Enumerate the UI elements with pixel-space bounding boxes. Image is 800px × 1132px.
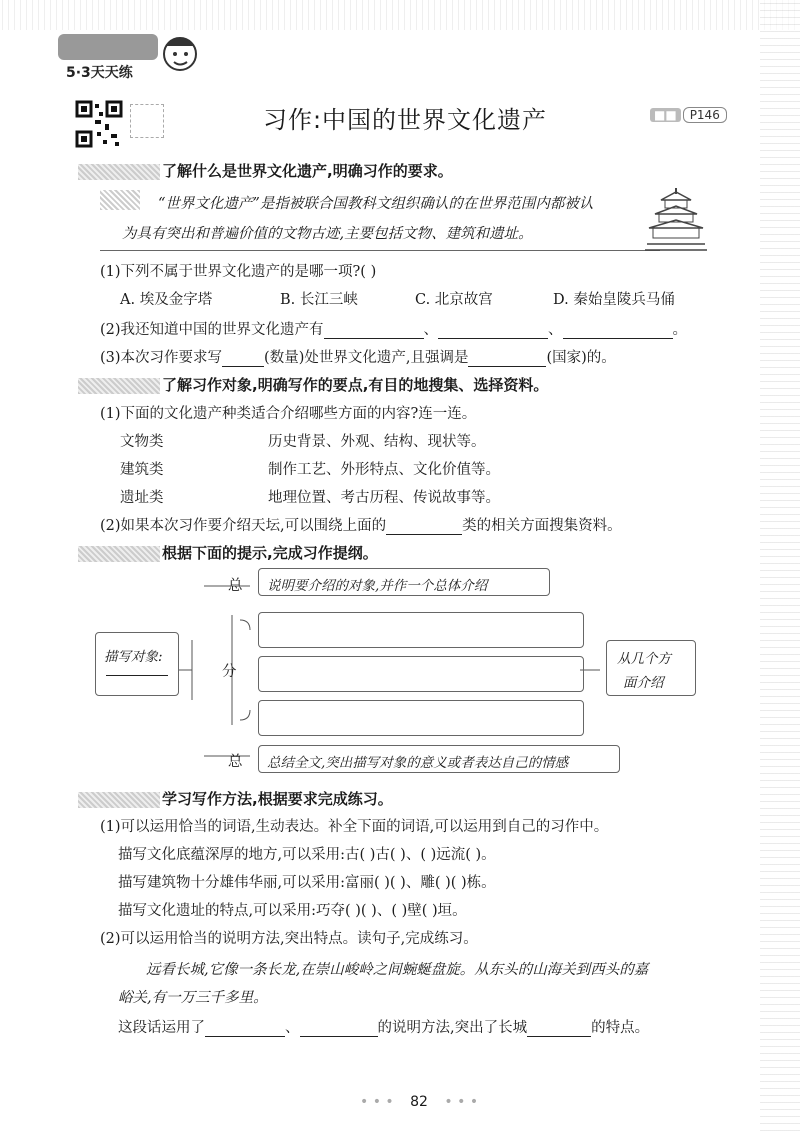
outline-side-line-2: 面介绍	[623, 675, 664, 691]
s1-option-c[interactable]: C. 北京故宫	[415, 292, 493, 308]
s4-q3-blank-2[interactable]	[300, 1036, 378, 1037]
info-line-2: 为具有突出和普遍价值的文物古迹,主要包括文物、建筑和遗址。	[122, 226, 533, 242]
outline-point-box-2[interactable]	[258, 656, 584, 692]
s1-question-2: (2)我还知道中国的世界文化遗产有 、 、 。	[100, 322, 688, 338]
s1-q2-blank-1[interactable]	[324, 338, 424, 339]
outline-target-box	[95, 632, 179, 696]
section-3-badge-icon	[78, 546, 160, 562]
footer-deco-right: • • •	[444, 1094, 479, 1110]
s4-row-3[interactable]: 描写文化遗址的特点,可以采用:巧夺( )( )、( )壁( )垣。	[118, 903, 467, 919]
s2-left-item-1[interactable]: 文物类	[120, 434, 164, 450]
s2-left-item-3[interactable]: 遗址类	[120, 490, 164, 506]
s1-option-b[interactable]: B. 长江三峡	[280, 292, 358, 308]
outline-intro-text: 说明要介绍的对象,并作一个总体介绍	[267, 578, 488, 594]
temple-of-heaven-icon	[645, 186, 707, 256]
s2-q2-blank[interactable]	[386, 534, 462, 535]
outline-conclusion-text: 总结全文,突出描写对象的意义或者表达自己的情感	[267, 755, 569, 771]
s4-q3-blank-1[interactable]	[205, 1036, 285, 1037]
outline-point-box-3[interactable]	[258, 700, 584, 736]
s2-question-1: (1)下面的文化遗产种类适合介绍哪些方面的内容?连一连。	[100, 406, 477, 422]
scan-stamp-graphic	[130, 104, 164, 138]
s2-left-item-2[interactable]: 建筑类	[120, 462, 164, 478]
footer-deco-left: • • •	[360, 1094, 394, 1110]
page-number: 82	[410, 1094, 428, 1110]
outline-label-zong-1: 总	[228, 578, 243, 594]
section-1-badge-icon	[78, 164, 160, 180]
outline-label-zong-2: 总	[228, 754, 243, 770]
section-3-heading: 根据下面的提示,完成习作提纲。	[78, 542, 378, 563]
outline-point-box-1[interactable]	[258, 612, 584, 648]
s4-question-3: 这段话运用了 、 的说明方法,突出了长城 的特点。	[118, 1020, 650, 1036]
outline-conclusion-box	[258, 745, 620, 773]
outline-intro-box	[258, 568, 550, 596]
s4-passage-line-2: 峪关,有一万三千多里。	[118, 990, 268, 1006]
s2-right-item-1[interactable]: 历史背景、外观、结构、现状等。	[268, 434, 486, 450]
section-4-badge-icon	[78, 792, 160, 808]
s1-q3-blank-2[interactable]	[468, 366, 546, 367]
page-reference	[650, 107, 727, 123]
page-title: 习作:中国的世界文化遗产	[262, 106, 548, 134]
s1-q3-blank-1[interactable]	[222, 366, 264, 367]
section-1-heading: 了解什么是世界文化遗产,明确习作的要求。	[78, 160, 453, 181]
s1-option-a[interactable]: A. 埃及金字塔	[120, 292, 213, 308]
s1-question-3: (3)本次习作要求写 (数量)处世界文化遗产,且强调是 (国家)的。	[100, 350, 616, 366]
s1-option-d[interactable]: D. 秦始皇陵兵马俑	[553, 292, 675, 308]
info-line-1: “世界文化遗产”是指被联合国教科文组织确认的在世界范围内都被认	[158, 196, 594, 212]
info-badge-icon	[100, 190, 140, 210]
s4-question-1: (1)可以运用恰当的词语,生动表达。补全下面的词语,可以运用到自己的习作中。	[100, 819, 609, 835]
s4-question-2: (2)可以运用恰当的说明方法,突出特点。读句子,完成练习。	[100, 931, 478, 947]
qr-code-icon[interactable]	[75, 100, 123, 148]
top-edge-texture	[0, 0, 800, 30]
book-icon: ■■	[650, 108, 681, 122]
page-footer	[360, 1094, 478, 1110]
outline-label-fen: 分	[222, 664, 237, 680]
s4-passage-line-1: 远看长城,它像一条长龙,在崇山峻岭之间蜿蜒盘旋。从东头的山海关到西头的嘉	[146, 962, 649, 978]
section-4-heading: 学习写作方法,根据要求完成练习。	[78, 788, 393, 809]
right-edge-texture	[760, 0, 800, 1132]
s2-right-item-3[interactable]: 地理位置、考古历程、传说故事等。	[268, 490, 500, 506]
outline-side-box	[606, 640, 696, 696]
brand-name: 5·3天天练	[66, 65, 133, 81]
outline-target-blank[interactable]	[106, 675, 168, 676]
s1-q2-blank-2[interactable]	[438, 338, 548, 339]
s1-q2-blank-3[interactable]	[563, 338, 673, 339]
section-2-heading: 了解习作对象,明确写作的要点,有目的地搜集、选择资料。	[78, 374, 548, 395]
outline-target-label: 描写对象:	[104, 649, 163, 665]
s1-question-1: (1)下列不属于世界文化遗产的是哪一项?( )	[100, 264, 377, 280]
page-reference-number: P146	[683, 107, 727, 123]
s4-row-1[interactable]: 描写文化底蕴深厚的地方,可以采用:古( )古( )、( )远流( )。	[118, 847, 496, 863]
s2-question-2: (2)如果本次习作要介绍天坛,可以围绕上面的 类的相关方面搜集资料。	[100, 518, 622, 534]
section-2-badge-icon	[78, 378, 160, 394]
s4-q3-blank-3[interactable]	[527, 1036, 591, 1037]
s4-row-2[interactable]: 描写建筑物十分雄伟华丽,可以采用:富丽( )( )、雕( )( )栋。	[118, 875, 496, 891]
info-box	[100, 188, 660, 251]
outline-side-line-1: 从几个方	[617, 651, 671, 667]
s2-right-item-2[interactable]: 制作工艺、外形特点、文化价值等。	[268, 462, 500, 478]
